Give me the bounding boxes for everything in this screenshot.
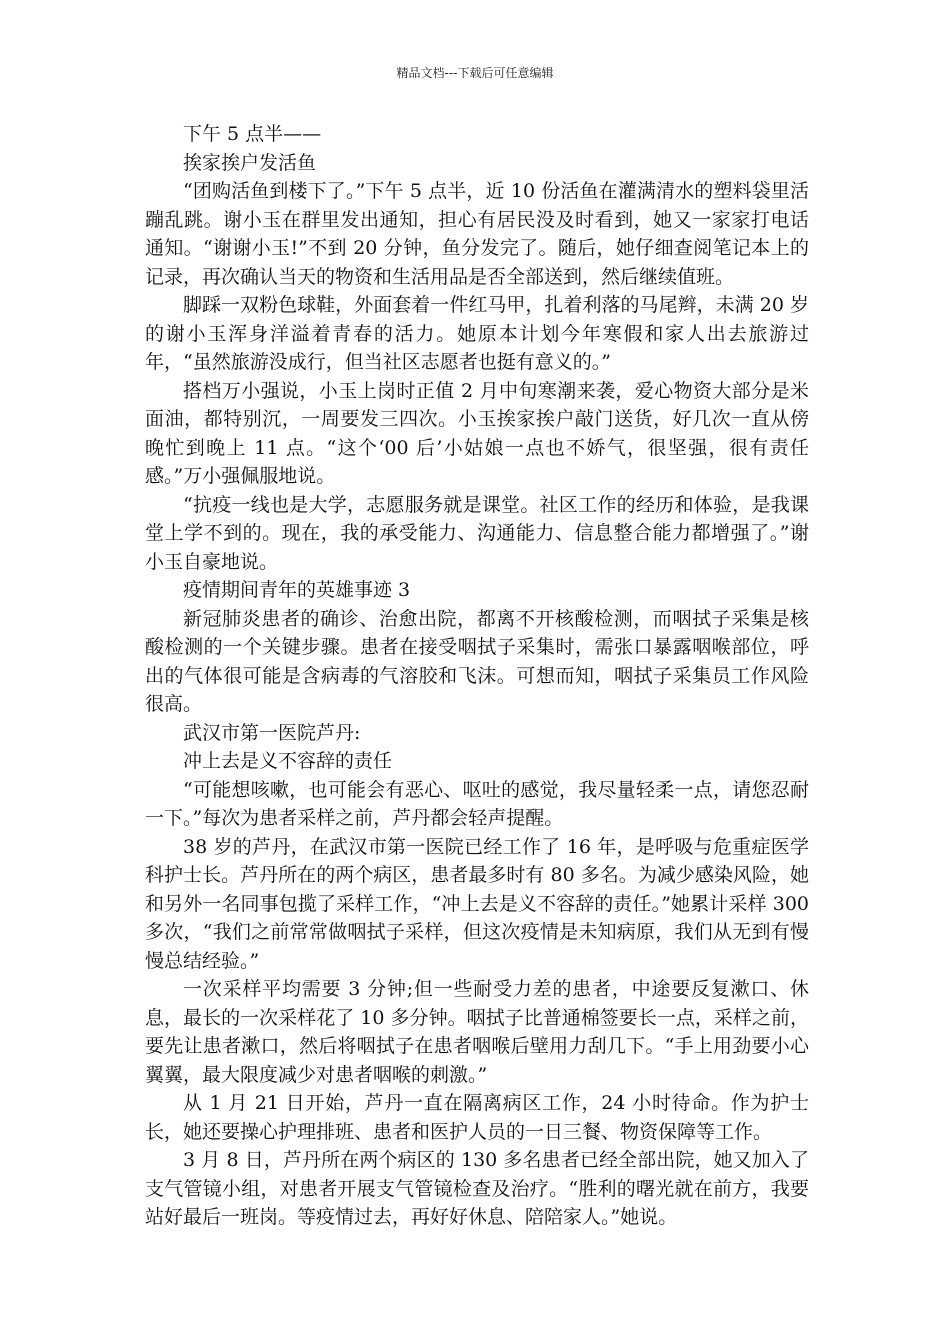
paragraph: “团购活鱼到楼下了。”下午 5 点半，近 10 份活鱼在灌满清水的塑料袋里活蹦乱跳。谢小玉在群里发出通知，担心有居民没及时看到，她又一家家打电话通知。“谢谢小玉!”不到 20 分钟，鱼分发完了。随后，她仔细查阅笔记本上的记录，再次确认当天的物资和生活用品是否全部送到，然后继续值班。 [145,180,809,288]
section-heading: 武汉市第一医院芦丹: [183,721,361,744]
document-body [145,120,809,1232]
paragraph: 新冠肺炎患者的确诊、治愈出院，都离不开核酸检测，而咽拭子采集是核酸检测的一个关键步骤。患者在接受咽拭子采集时，需张口暴露咽喉部位，呼出的气体很可能是含病毒的气溶胶和飞沫。可想而知，咽拭子采集员工作风险很高。 [145,607,809,715]
paragraph: “可能想咳嗽，也可能会有恶心、呕吐的感觉，我尽量轻柔一点，请您忍耐一下。”每次为患者采样之前，芦丹都会轻声提醒。 [145,778,809,829]
section-subheading: 挨家挨户发活鱼 [183,151,317,174]
section-heading: 疫情期间青年的英雄事迹 3 [183,579,411,601]
paragraph: 一次采样平均需要 3 分钟;但一些耐受力差的患者，中途要反复漱口、休息，最长的一次采样花了 10 多分钟。咽拭子比普通棉签要长一点，采样之前，要先让患者漱口，然后将咽拭子在患者咽喉后壁用力刮几下。“手上用劲要小心翼翼，最大限度减少对患者咽喉的刺激。” [145,978,809,1086]
section-heading: 下午 5 点半—— [183,123,322,145]
paragraph: 脚踩一双粉色球鞋，外面套着一件红马甲，扎着利落的马尾辫，未满 20 岁的谢小玉浑身洋溢着青春的活力。她原本计划今年寒假和家人出去旅游过年，“虽然旅游没成行，但当社区志愿者也挺有意义的。” [145,294,809,373]
paragraph: “抗疫一线也是大学，志愿服务就是课堂。社区工作的经历和体验，是我课堂上学不到的。现在，我的承受能力、沟通能力、信息整合能力都增强了。”谢小玉自豪地说。 [145,493,809,573]
paragraph: 38 岁的芦丹，在武汉市第一医院已经工作了 16 年，是呼吸与危重症医学科护士长。芦丹所在的两个病区，患者最多时有 80 多名。为减少感染风险，她和另外一名同事包揽了采样工作，“冲上去是义不容辞的责任。”她累计采样 300 多次，“我们之前常常做咽拭子采样，但这次疫情是未知病原，我们从无到有慢慢总结经验。” [145,835,809,972]
paragraph: 从 1 月 21 日开始，芦丹一直在隔离病区工作，24 小时待命。作为护士长，她还要操心护理排班、患者和医护人员的一日三餐、物资保障等工作。 [145,1092,809,1143]
page-header: 精品文档---下载后可任意编辑 [396,66,554,80]
paragraph: 3 月 8 日，芦丹所在两个病区的 130 多名患者已经全部出院，她又加入了支气管镜小组，对患者开展支气管镜检查及治疗。“胜利的曙光就在前方，我要站好最后一班岗。等疫情过去，再好好休息、陪陪家人。”她说。 [145,1149,809,1228]
paragraph: 搭档万小强说，小玉上岗时正值 2 月中旬寒潮来袭，爱心物资大部分是米面油，都特别沉，一周要发三四次。小玉挨家挨户敲门送货，好几次一直从傍晚忙到晚上 11 点。“这个‘00 后’小姑娘一点也不娇气，很坚强，很有责任感。”万小强佩服地说。 [145,379,809,487]
section-subheading: 冲上去是义不容辞的责任 [183,750,393,772]
